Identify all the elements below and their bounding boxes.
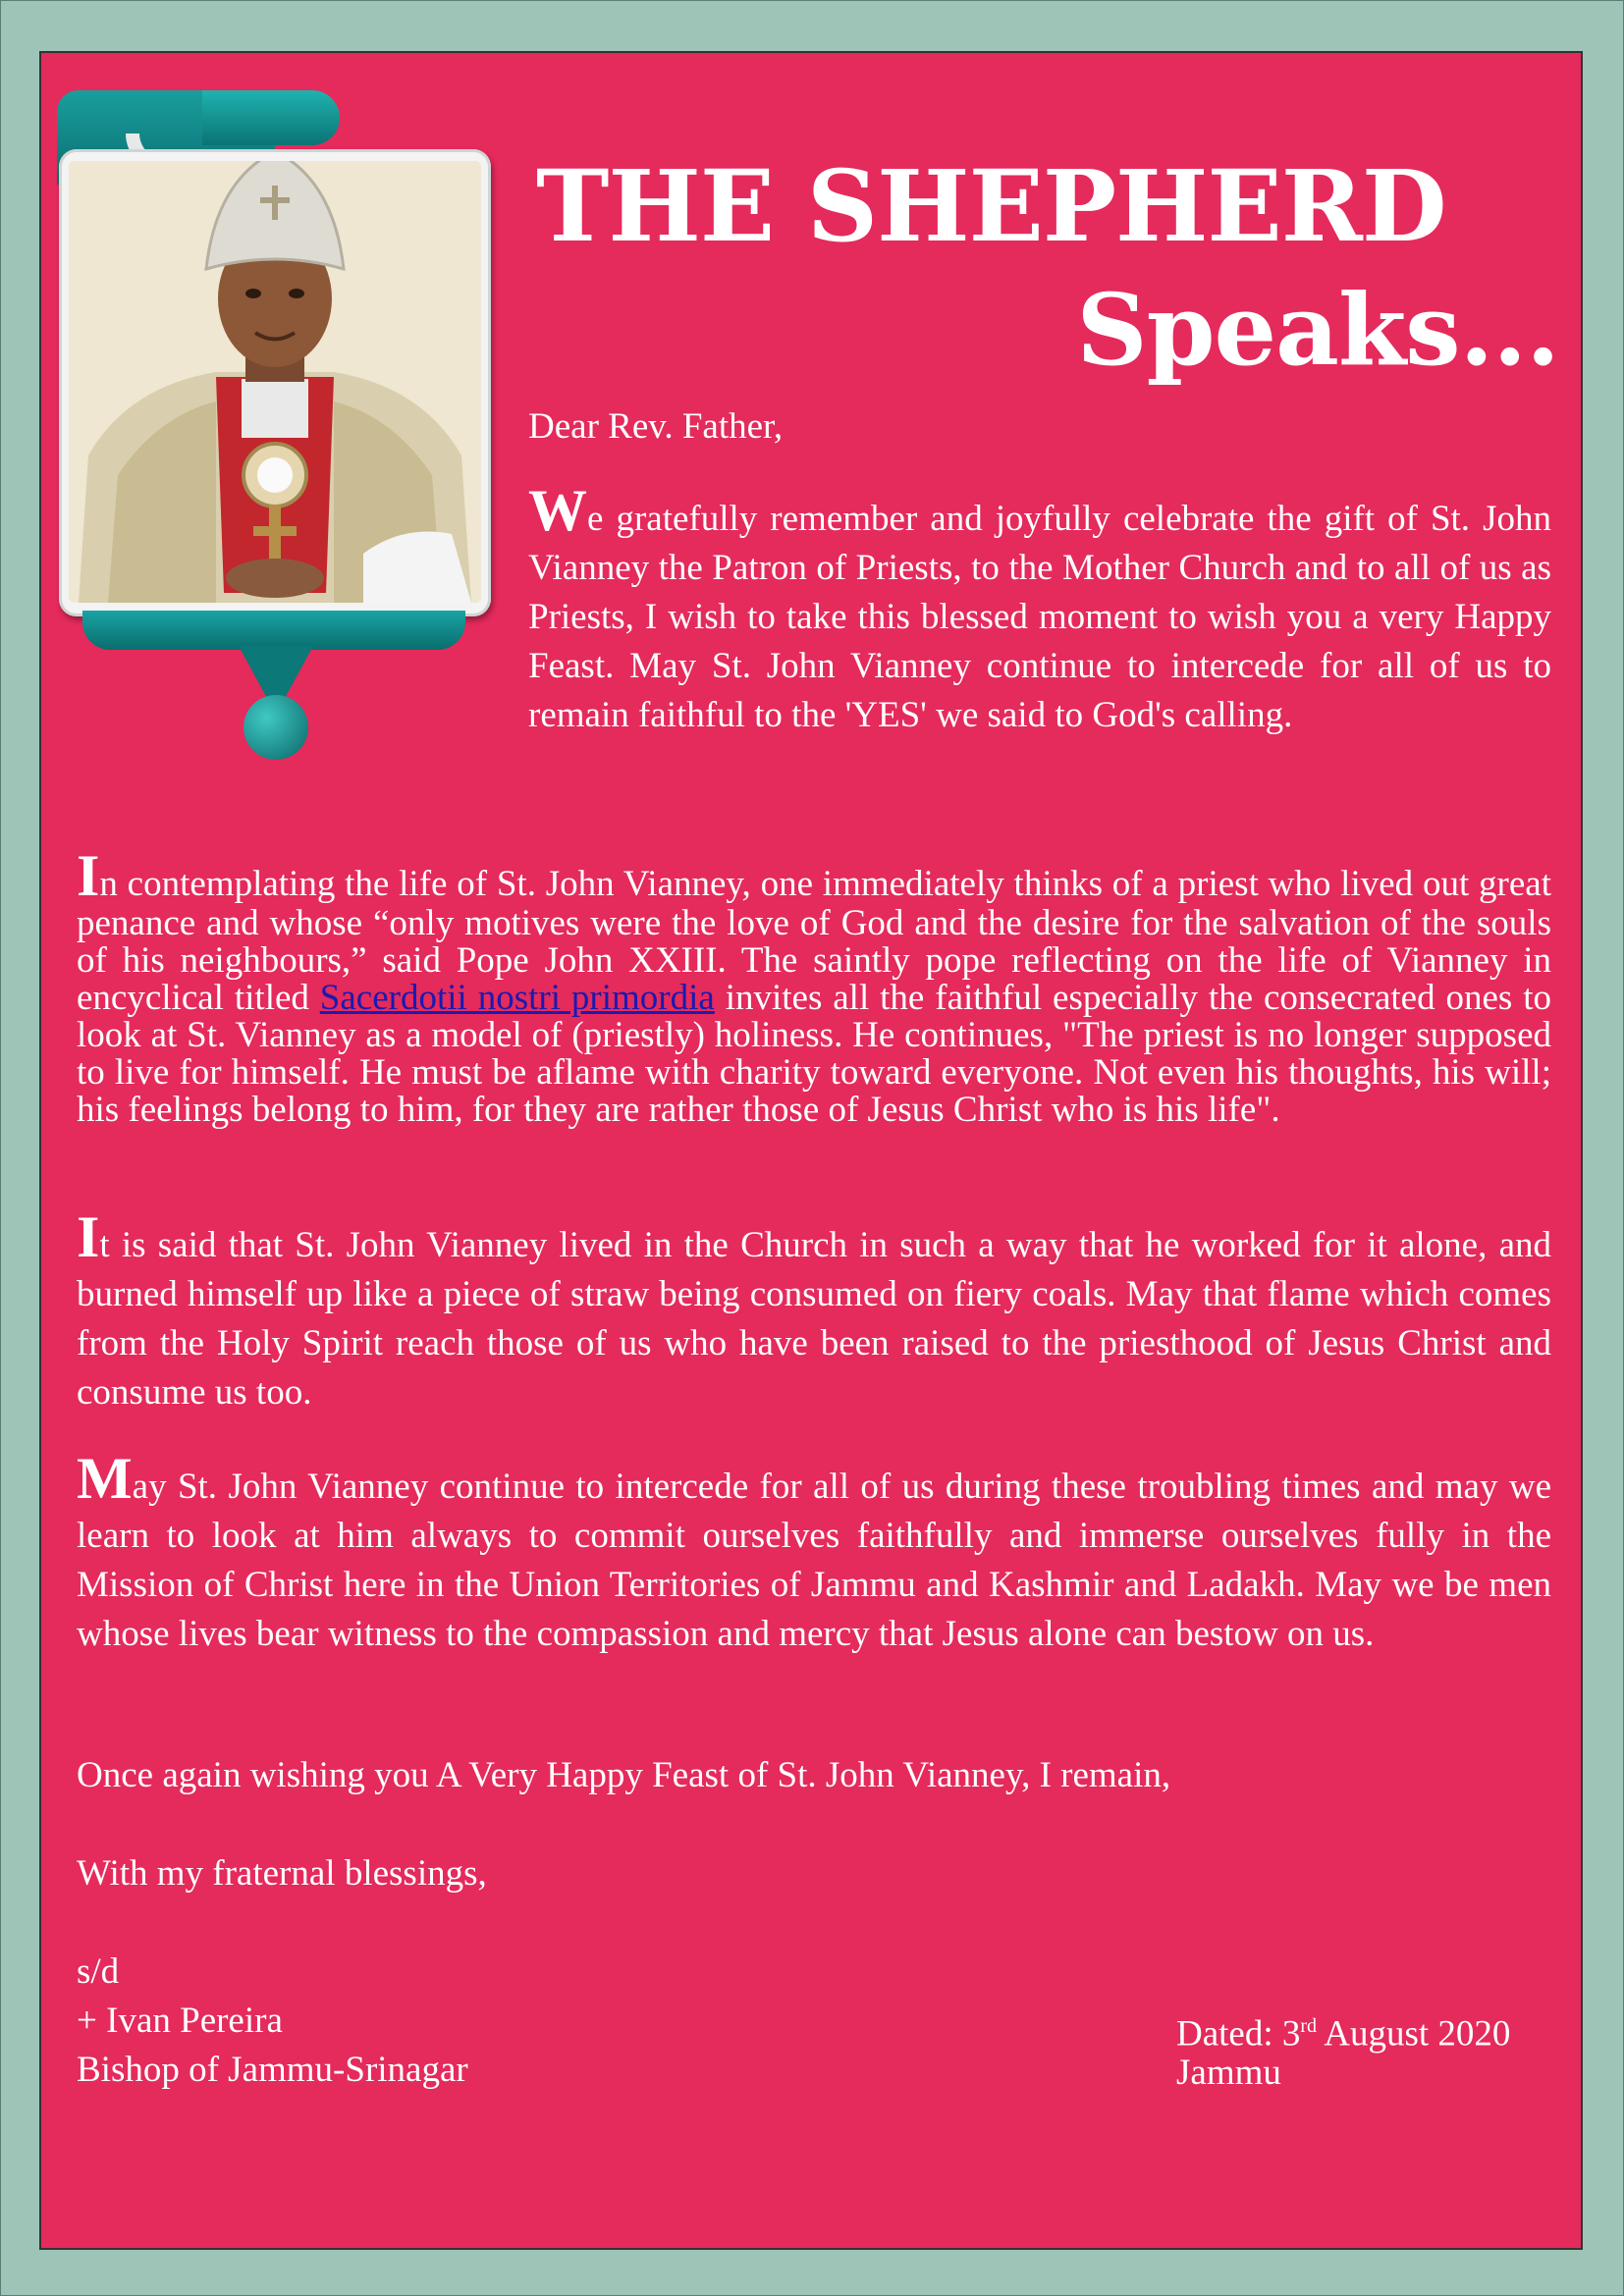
signature-sd: s/d: [77, 1951, 120, 1992]
dated-place: Jammu: [1176, 2053, 1281, 2094]
closing-line: Once again wishing you A Very Happy Feast of St. John Vianney, I remain,: [77, 1755, 1171, 1795]
salutation: Dear Rev. Father,: [528, 406, 784, 447]
bishop-photo-frame: [57, 90, 499, 777]
photo-box: [59, 149, 491, 616]
headline-line-1: THE SHEPHERD: [536, 148, 1446, 264]
drop-cap: M: [77, 1446, 133, 1511]
dated-ordinal: rd: [1300, 2015, 1318, 2037]
bishop-portrait-illustration: [69, 161, 481, 603]
paragraph-3: [77, 1204, 1551, 1417]
dated-line: [1176, 2006, 1510, 2054]
paragraph-4-text: ay St. John Vianney continue to intercede for all of us during these troubling times and may we learn to look at him always to commit ourselves faithfully and immerse ourselves fully in the Mission of Christ here in the Union Territories of Jammu and Kashmir and Ladakh. May we be men whose lives bear witness to the compassion and mercy that Jesus alone can bestow on us.: [77, 1467, 1551, 1654]
signature-block: [77, 1948, 468, 2095]
headline-line-2: Speaks...: [1076, 272, 1559, 388]
paragraph-1: [528, 478, 1551, 740]
paragraph-2-text-b: invites all the faithful especially the consecrated ones to look at St. Vianney as a model of (priestly) holiness. He continues, "The priest is no longer supposed to live for himself. He must be aflame with charity toward everyone. Not even his thoughts, his will; his feelings belong to him, for they are rather those of Jesus Christ who is his life".: [77, 978, 1551, 1130]
drop-cap: W: [528, 478, 587, 543]
dated-block: [1176, 2006, 1510, 2093]
paragraph-2-text-a: n contemplating the life of St. John Vianney, one immediately thinks of a priest who lived out great penance and whose “only motives were the love of God and the desire for the salvation of the souls of his neighbours,” said Pope John XXIII. The saintly pope reflecting on the life of Vianney in encyclical titled: [77, 864, 1551, 1018]
paragraph-2: [77, 843, 1551, 1130]
signature-name: + Ivan Pereira: [77, 2001, 283, 2041]
dated-rest: August 2020: [1317, 2013, 1511, 2055]
paragraph-1-text: e gratefully remember and joyfully celebrate the gift of St. John Vianney the Patron of Priests, to the Mother Church and to all of us as Priests, I wish to take this blessed moment to wish you a very Happy Feast. May St. John Vianney continue to intercede for all of us to remain faithful to the 'YES' we said to God's calling.: [528, 499, 1551, 735]
signature-title: Bishop of Jammu-Srinagar: [77, 2050, 468, 2090]
paragraph-4: [77, 1446, 1551, 1659]
encyclical-link[interactable]: Sacerdotii nostri primordia: [319, 978, 715, 1018]
frame-bottom-bar: [82, 611, 465, 650]
dated-label: Dated: 3: [1176, 2013, 1301, 2055]
drop-cap: I: [77, 1204, 100, 1269]
bishop-portrait: [69, 161, 481, 603]
drop-cap: I: [77, 843, 100, 908]
paragraph-3-text: t is said that St. John Vianney lived in the Church in such a way that he worked for it alone, and burned himself up like a piece of straw being consumed on fiery coals. May that flame which comes from the Holy Spirit reach those of us who have been raised to the priesthood of Jesus Christ and consume us too.: [77, 1225, 1551, 1413]
blessing-line: With my fraternal blessings,: [77, 1853, 487, 1894]
frame-ball: [244, 695, 308, 760]
